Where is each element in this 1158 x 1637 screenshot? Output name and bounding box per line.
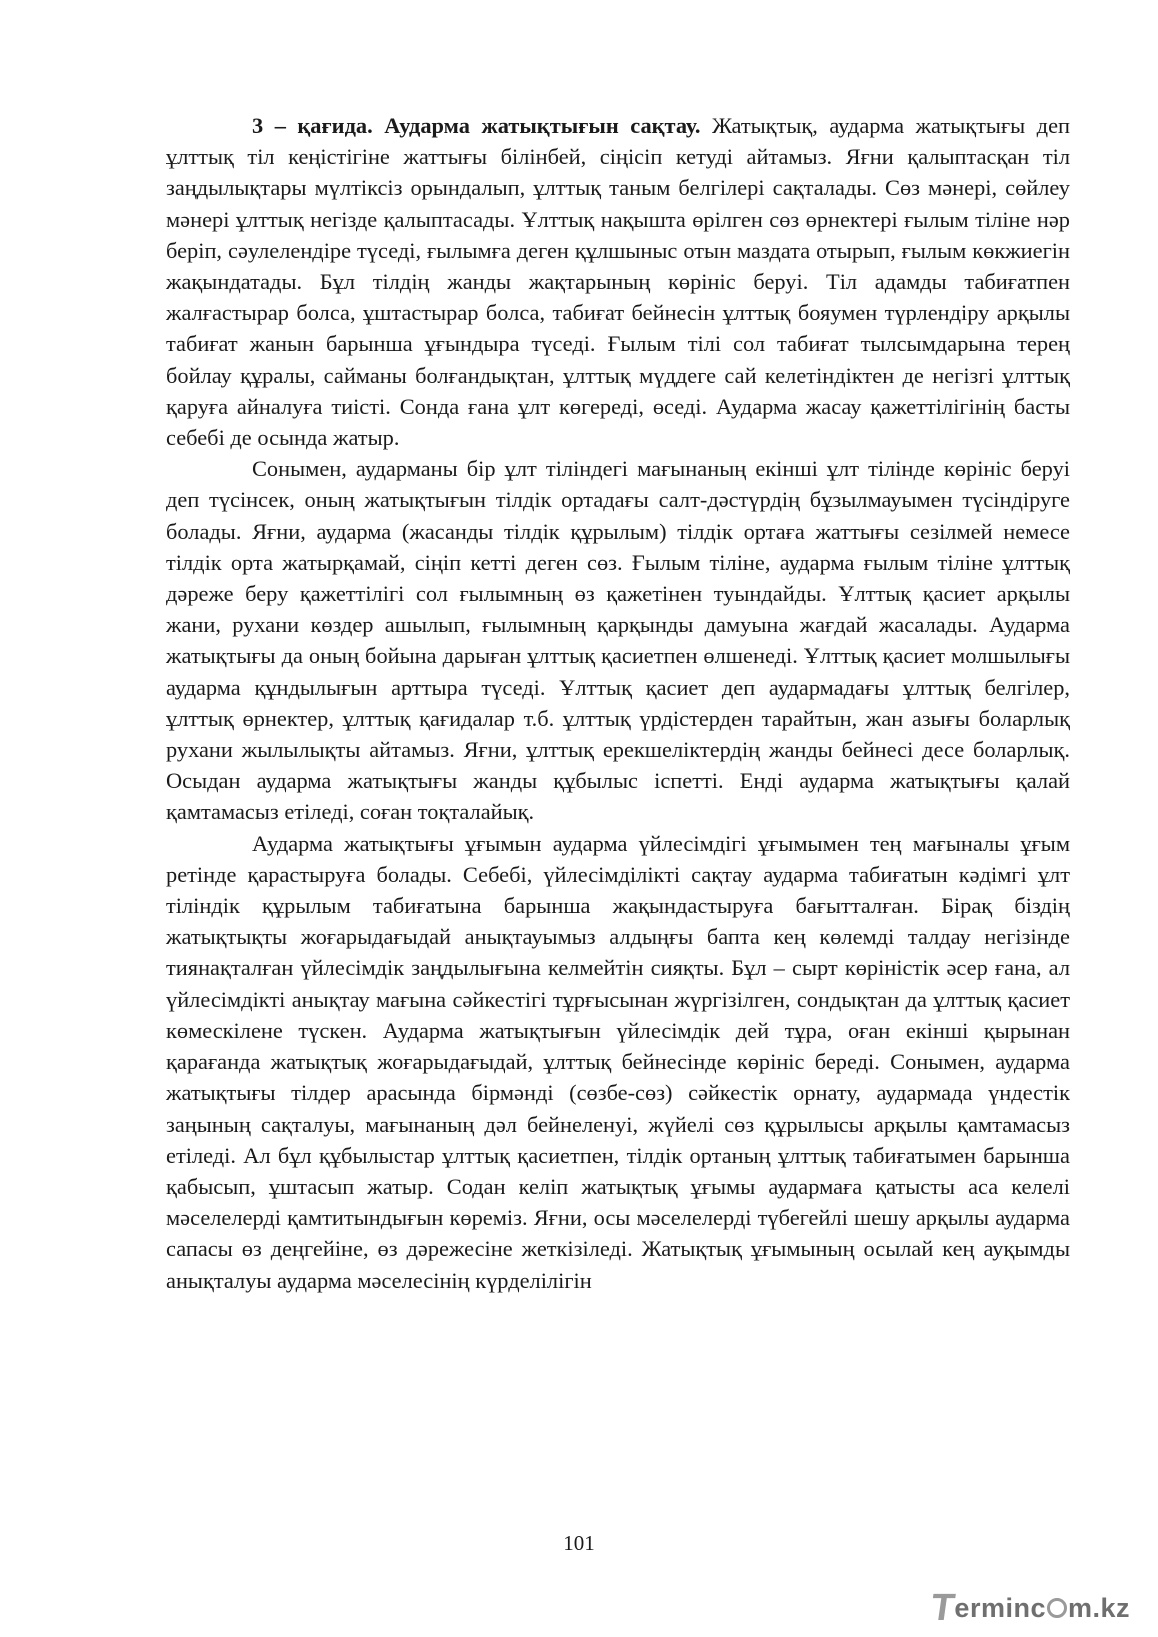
termincom-watermark-logo	[928, 1587, 1130, 1629]
watermark-text-part2: m.kz	[1067, 1592, 1130, 1623]
paragraph-3: Аударма жатықтығы ұғымын аударма үйлесімдігі ұғымымен тең мағыналы ұғым ретінде қарастыруға болады. Себебі, үйлесімділікті сақтау аударма табиғатын кәдімгі ұлт тіліндік құрылым табиғатына барынша жақындастыруға бағытталған. Бірақ біздің жатықтықты жоғарыдағыдай анықтауымыз алдыңғы бапта кең көлемді талдау негізінде тиянақталған үйлесімдік заңдылығына келмейтін сияқты. Бұл – сырт көріністік әсер ғана, ал үйлесімдікті анықтау мағына сәйкестігі тұрғысынан жүргізілген, сондықтан да ұлттық қасиет көмескілене түскен. Аударма жатықтығын үйлесімдік дей тұра, оған екінші қырынан қарағанда жатықтық жоғарыдағыдай, ұлттық бейнесінде көрініс береді. Сонымен, аударма жатықтығы тілдер арасында бірмәнді (сөзбе-сөз) сәйкестік орнату, аудармада үндестік заңының сақталуы, мағынаның дәл бейнеленуі, жүйелі сөз құрылысы арқылы қамтамасыз етіледі. Ал бұл құбылыстар ұлттық қасиетпен, тілдік ортаның ұлттық табиғатымен барынша қабысып, ұштасып жатыр. Содан келіп жатықтық ұғымы аудармаға қатысты аса келелі мәселелерді қамтитындығын көреміз. Яғни, осы мәселелерді түбегейлі шешу арқылы аударма сапасы өз деңгейіне, өз дәрежесіне жеткізіледі. Жатықтық ұғымының осылай кең ауқымды анықталуы аударма мәселесінің күрделілігін	[166, 830, 1070, 1293]
rule-heading: 3 – қағида. Аударма жатықтығын сақтау.	[252, 113, 701, 138]
watermark-letter-t: T	[928, 1587, 958, 1629]
watermark-text	[954, 1592, 1130, 1623]
paragraph-2: Сонымен, аударманы бір ұлт тіліндегі мағынаның екінші ұлт тілінде көрініс беруі деп түсінсек, оның жатықтығын тілдік ортадағы салт-дәстүрдің бұзылмауымен түсіндіруге болады. Яғни, аударма (жасанды тілдік құрылым) тілдік ортаға жаттығы сезілмей немесе тілдік орта жатырқамай, сіңіп кетті деген сөз. Ғылым тіліне, аударма ғылым тіліне ұлттық дәреже беру қажеттілігі сол ғылымның өз қажетінен туындайды. Ұлттық қасиет арқылы жани, рухани көздер ашылып, ғылымның қарқынды дамуына жағдай жасалады. Аударма жатықтығы да оның бойына дарыған ұлттық қасиетпен өлшенеді. Ұлттық қасиет молшылығы аударма құндылығын арттыра түседі. Ұлттық қасиет деп аудармадағы ұлттық белгілер, ұлттық өрнектер, ұлттық қағидалар т.б. ұлттық үрдістерден тарайтын, жан азығы боларлық рухани жылылықты айтамыз. Яғни, ұлттық ерекшеліктердің жанды бейнесі десе боларлық. Осыдан аударма жатықтығы жанды құбылыс іспетті. Енді аударма жатықтығы қалай қамтамасыз етіледі, соған тоқталайық.	[166, 456, 1070, 825]
document-body	[166, 110, 1070, 1296]
page-number: 101	[563, 1531, 595, 1555]
paragraph-1	[166, 110, 1070, 453]
paragraph-1-text: Жатықтық, аударма жатықтығы деп ұлттық тіл кеңістігіне жаттығы білінбей, сіңісіп кетуді айтамыз. Яғни қалыптасқан тіл заңдылықтары мүлтіксіз орындалып, ұлттық таным белгілері сақталады. Сөз мәнері, сөйлеу мәнері ұлттық негізде қалыптасады. Ұлттық нақышта өрілген сөз өрнектері ғылым тіліне нәр беріп, сәулелендіре түседі, ғылымға деген құлшыныс отын маздата отырып, ғылым көкжиегін жақындатады. Бұл тілдің жанды жақтарының көрініс беруі. Тіл адамды табиғатпен жалғастырар болса, ұштастырар болса, табиғат бейнесін ұлттық бояумен түрлендіру арқылы табиғат жанын барынша ұғындыра түседі. Ғылым тілі сол табиғат тылсымдарына терең бойлау құралы, сайманы болғандықтан, ұлттық мүддеге сай келетіндіктен де негізгі ұлттық қаруға айналуға тиісті. Сонда ғана ұлт көгереді, өседі. Аударма жасау қажеттілігінің басты себебі де осында жатыр.	[166, 113, 1070, 451]
watermark-o-ring-icon	[1047, 1598, 1067, 1618]
watermark-text-part1: erminc	[954, 1592, 1046, 1623]
